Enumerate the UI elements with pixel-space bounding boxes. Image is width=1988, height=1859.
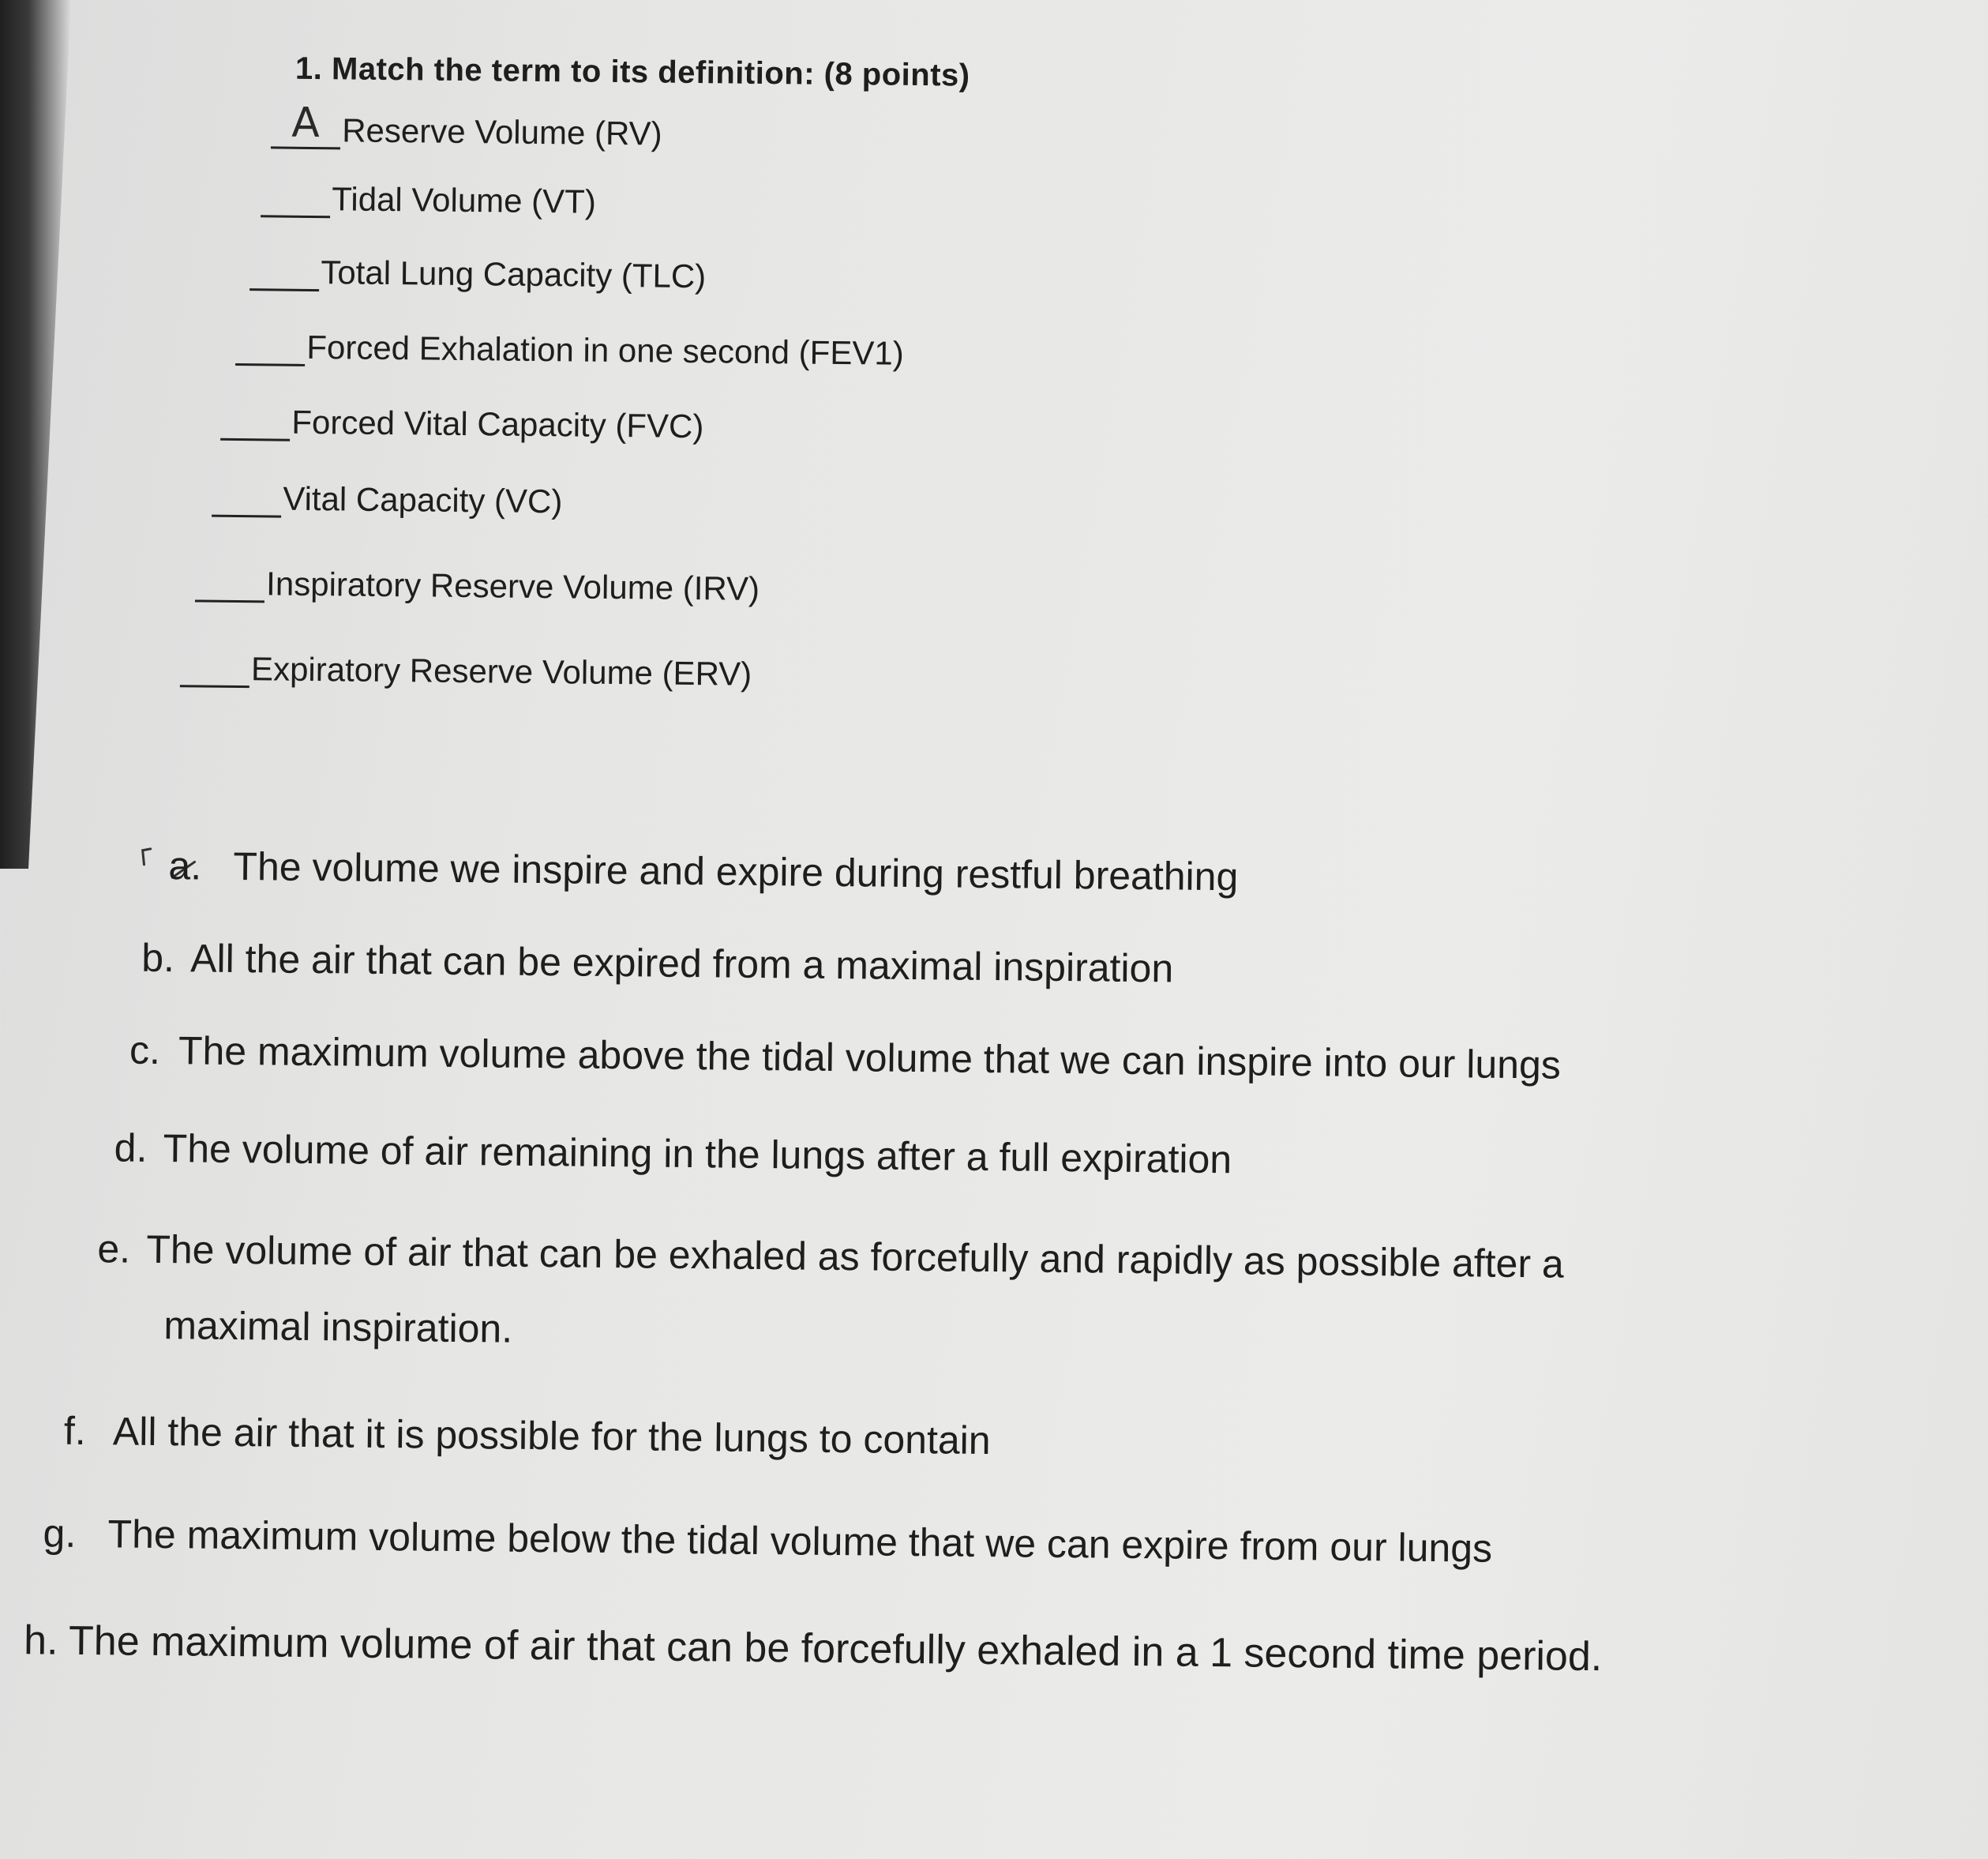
- definition-text: The volume of air that can be exhaled as forcefully and rapidly as possible after a: [146, 1226, 1565, 1286]
- answer-blank[interactable]: [261, 183, 330, 218]
- term-label: Tidal Volume (VT): [332, 180, 597, 220]
- definition-text: The maximum volume below the tidal volume that we can expire from our lungs: [107, 1512, 1493, 1571]
- definition-continuation: maximal inspiration.: [163, 1303, 513, 1351]
- term-label: Total Lung Capacity (TLC): [321, 254, 707, 295]
- definition-item: [129, 1027, 1561, 1088]
- answer-blank[interactable]: [212, 483, 281, 518]
- question-title: 1. Match the term to its definition: (8 points): [294, 51, 970, 93]
- answer-blank[interactable]: [180, 653, 249, 688]
- term-label: Forced Vital Capacity (FVC): [291, 403, 704, 445]
- definition-item: [141, 935, 1174, 992]
- term-label: Vital Capacity (VC): [283, 479, 563, 520]
- definition-letter: h.: [23, 1617, 58, 1664]
- answer-blank[interactable]: [195, 568, 264, 603]
- definition-letter: c.: [129, 1027, 161, 1073]
- definition-item: [97, 1226, 1564, 1286]
- handwritten-answer: A: [291, 99, 321, 148]
- definition-letter: d.: [114, 1125, 148, 1170]
- definition-item: [114, 1125, 1232, 1182]
- term-label: Reserve Volume (RV): [341, 111, 662, 152]
- term-row: [249, 253, 706, 295]
- term-label: Expiratory Reserve Volume (ERV): [250, 650, 752, 693]
- definition-text: The volume we inspire and expire during restful breathing: [233, 843, 1239, 899]
- definition-item: [24, 1617, 1603, 1681]
- term-row: [212, 479, 562, 521]
- answer-blank[interactable]: [220, 407, 290, 441]
- term-label: Inspiratory Reserve Volume (IRV): [265, 565, 760, 607]
- definition-letter: g.: [43, 1511, 77, 1556]
- definition-text: The maximum volume of air that can be forcefully exhaled in a 1 second time period.: [68, 1617, 1603, 1681]
- definition-text: The volume of air remaining in the lungs after a full expiration: [163, 1126, 1232, 1182]
- answer-blank[interactable]: [249, 257, 319, 291]
- definition-text: All the air that can be expired from a maximal inspiration: [189, 936, 1174, 991]
- term-label: Forced Exhalation in one second (FEV1): [306, 328, 904, 372]
- definition-letter: e.: [97, 1226, 131, 1271]
- term-row: [235, 328, 904, 373]
- definition-letter: f.: [63, 1408, 87, 1454]
- term-row: [271, 99, 662, 152]
- definition-item: [64, 1408, 991, 1463]
- definition-text: All the air that it is possible for the lungs to contain: [112, 1409, 991, 1463]
- definition-item: [168, 843, 1238, 899]
- term-row: [180, 649, 752, 693]
- definition-letter: a.: [168, 843, 202, 888]
- term-row: [195, 564, 760, 607]
- term-row: [261, 179, 596, 220]
- definition-letter: b.: [141, 935, 175, 981]
- definition-text: The maximum volume above the tidal volume that we can inspire into our lungs: [178, 1028, 1562, 1087]
- answer-blank[interactable]: [271, 99, 340, 149]
- term-row: [220, 403, 704, 445]
- answer-blank[interactable]: [235, 332, 305, 366]
- definition-item: [43, 1510, 1492, 1571]
